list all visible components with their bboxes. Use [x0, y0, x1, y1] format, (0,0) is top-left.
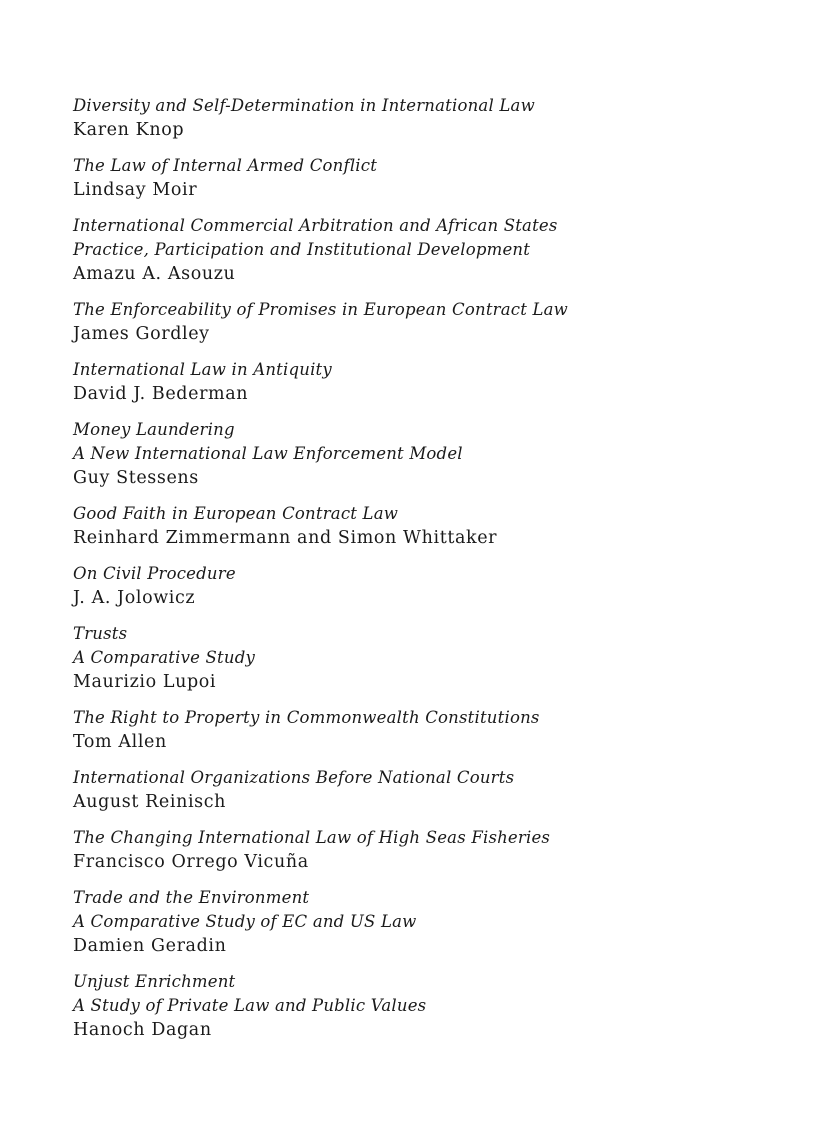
book-entry — [73, 94, 773, 142]
book-title: On Civil Procedure — [73, 564, 236, 583]
book-entry — [73, 502, 773, 550]
book-author: Lindsay Moir — [73, 180, 198, 200]
book-entry — [73, 826, 773, 874]
book-title: Money Laundering — [73, 420, 235, 439]
book-title: Diversity and Self-Determination in International Law — [73, 96, 535, 115]
book-subtitle: Practice, Participation and Institutional Development — [73, 240, 531, 259]
book-entry — [73, 562, 773, 610]
book-title: The Enforceability of Promises in European Contract Law — [73, 300, 569, 319]
book-title: International Commercial Arbitration and African States — [73, 216, 558, 235]
book-author: Francisco Orrego Vicuña — [73, 852, 309, 872]
book-author: James Gordley — [73, 324, 210, 344]
book-entry — [73, 970, 773, 1042]
book-subtitle: A Study of Private Law and Public Values — [73, 996, 427, 1015]
book-title: The Right to Property in Commonwealth Constitutions — [73, 708, 540, 727]
book-entry — [73, 358, 773, 406]
book-author: August Reinisch — [73, 792, 227, 812]
book-title: Trade and the Environment — [73, 888, 310, 907]
book-title: The Law of Internal Armed Conflict — [73, 156, 378, 175]
book-title: International Law in Antiquity — [73, 360, 332, 379]
book-author: Amazu A. Asouzu — [73, 264, 236, 284]
book-series-list — [73, 94, 773, 1054]
book-author: Damien Geradin — [73, 936, 227, 956]
book-author: Hanoch Dagan — [73, 1020, 212, 1040]
book-subtitle: A Comparative Study — [73, 648, 255, 667]
book-entry — [73, 622, 773, 694]
book-title: International Organizations Before National Courts — [73, 768, 515, 787]
book-author: Maurizio Lupoi — [73, 672, 217, 692]
book-title: The Changing International Law of High Seas Fisheries — [73, 828, 551, 847]
book-entry — [73, 154, 773, 202]
book-author: Tom Allen — [73, 732, 167, 752]
book-entry — [73, 706, 773, 754]
book-title: Trusts — [73, 624, 128, 643]
book-author: Karen Knop — [73, 120, 185, 140]
book-author: Guy Stessens — [73, 468, 199, 488]
book-title: Unjust Enrichment — [73, 972, 236, 991]
book-entry — [73, 418, 773, 490]
book-author: Reinhard Zimmermann and Simon Whittaker — [73, 528, 498, 548]
book-title: Good Faith in European Contract Law — [73, 504, 399, 523]
book-entry — [73, 214, 773, 286]
book-entry — [73, 886, 773, 958]
book-author: David J. Bederman — [73, 384, 249, 404]
book-entry — [73, 298, 773, 346]
book-subtitle: A Comparative Study of EC and US Law — [73, 912, 417, 931]
book-entry — [73, 766, 773, 814]
book-subtitle: A New International Law Enforcement Model — [73, 444, 463, 463]
book-author: J. A. Jolowicz — [73, 588, 196, 608]
